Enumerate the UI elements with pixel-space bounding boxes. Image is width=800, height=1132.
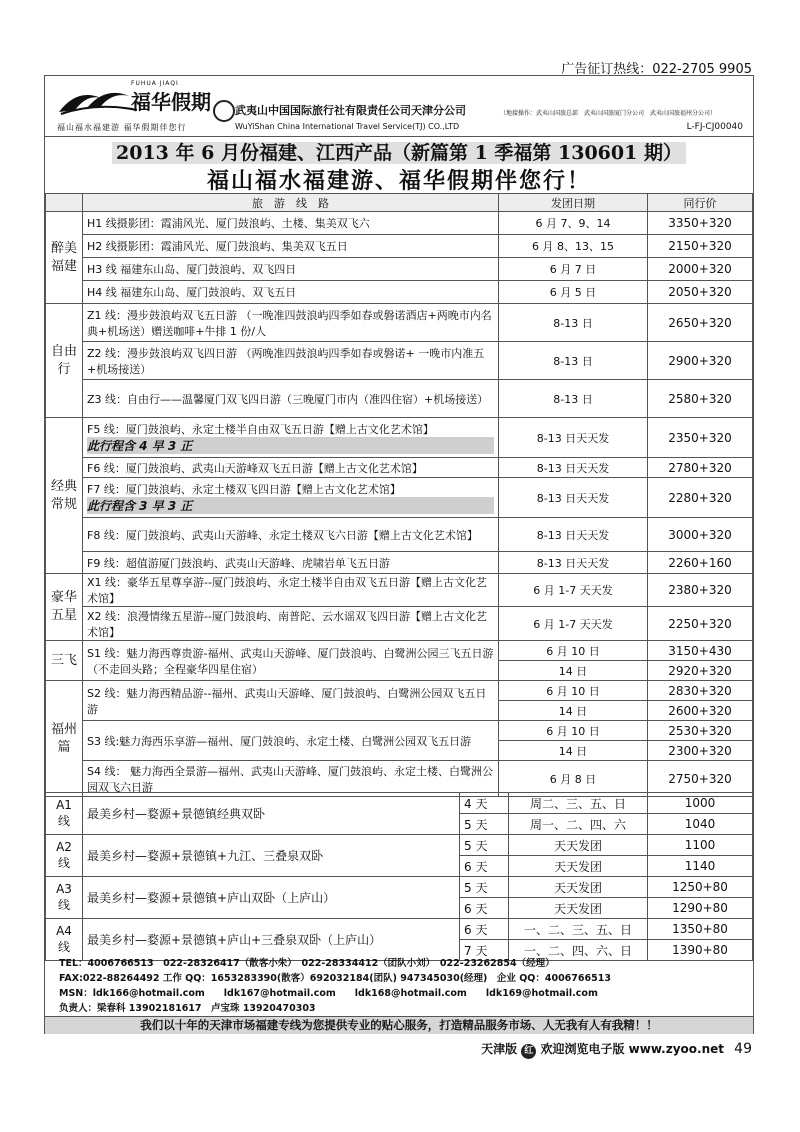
date-cell: 8-13 日天天发: [499, 478, 648, 518]
table-row: [46, 458, 753, 478]
company-emblem-icon: [213, 100, 235, 122]
table-row: [46, 478, 753, 518]
line-label: A1 线: [46, 793, 83, 835]
price-cell: 2650+320: [648, 304, 753, 342]
table-row: [46, 342, 753, 380]
route-cell: 最美乡村—婺源+景德镇+庐山+三叠泉双卧（上庐山）: [83, 919, 460, 961]
date-cell: 14 日: [499, 661, 648, 681]
route-cell: F9 线：超值游厦门鼓浪屿、武夷山天游峰、虎啸岩单飞五日游: [83, 552, 499, 574]
days-cell: 5 天: [460, 877, 509, 898]
edition-label: 天津版: [481, 1042, 518, 1056]
contact-msn: MSN：ldk166@hotmail.com ldk167@hotmail.com ldk168@hotmail.com ldk169@hotmail.com: [59, 988, 598, 999]
price-cell: 1250+80: [648, 877, 753, 898]
price-cell: 2380+320: [648, 574, 753, 607]
contact-tel: TEL：4006766513 022-28326417（散客小朱） 022-28334412（团队小刘） 022-23262854（经理）: [59, 958, 555, 969]
route-cell: S3 线:魅力海西乐享游—福州、厦门鼓浪屿、永定土楼、白鹭洲公园双飞五日游: [83, 721, 499, 761]
route-cell: 最美乡村—婺源+景德镇+庐山双卧（上庐山）: [83, 877, 460, 919]
partner-offices: （地接操作：武夷山国旅总部 武夷山国旅厦门分公司 武夷山国旅福州分公司）: [500, 110, 717, 117]
price-cell: 2580+320: [648, 380, 753, 418]
route-cell: H2 线摄影团：霞浦风光、厦门鼓浪屿、集美双飞五日: [83, 235, 499, 258]
route-cell: S1 线：魅力海西尊贵游-福州、武夷山天游峰、厦门鼓浪屿、白鹭洲公园三飞五日游（不走回头路；全程豪华四星住宿）: [83, 641, 499, 681]
price-cell: 2050+320: [648, 281, 753, 304]
route-cell: S4 线： 魅力海西全景游—福州、武夷山天游峰、厦门鼓浪屿、永定土楼、白鹭洲公园双飞六日游: [83, 761, 499, 797]
date-cell: 6 月 8 日: [499, 761, 648, 797]
category-label: 福州篇: [46, 681, 83, 797]
ad-hotline: 广告征订热线：022-2705 9905: [561, 62, 752, 77]
company-name-en: WuYiShan China International Travel Service(TJ) CO.,LTD: [235, 122, 460, 131]
schedule-cell: 天天发团: [509, 898, 648, 919]
logo-text: 福华假期: [131, 90, 211, 114]
date-cell: 6 月 10 日: [499, 681, 648, 701]
route-cell: 最美乡村—婺源+景德镇经典双卧: [83, 793, 460, 835]
route-cell: X1 线：豪华五星尊享游--厦门鼓浪屿、永定土楼半自由双飞五日游【赠上古文化艺术馆】: [83, 574, 499, 607]
category-label: 经典常规: [46, 418, 83, 574]
schedule-cell: 天天发团: [509, 856, 648, 877]
category-label: 豪华五星: [46, 574, 83, 641]
price-cell: 1040: [648, 814, 753, 835]
price-cell: 2830+320: [648, 681, 753, 701]
table-row: [46, 919, 753, 940]
price-cell: 1100: [648, 835, 753, 856]
schedule-cell: 一、二、三、五、日: [509, 919, 648, 940]
date-cell: 6 月 7 日: [499, 258, 648, 281]
price-cell: 2280+320: [648, 478, 753, 518]
route-cell: S2 线：魅力海西精品游--福州、武夷山天游峰、厦门鼓浪屿、白鹭洲公园双飞五日游: [83, 681, 499, 721]
route-cell: F6 线：厦门鼓浪屿、武夷山天游峰双飞五日游【赠上古文化艺术馆】: [83, 458, 499, 478]
date-cell: 8-13 日: [499, 342, 648, 380]
price-cell: 1000: [648, 793, 753, 814]
edition-badge-icon: 红: [521, 1044, 536, 1059]
date-cell: 8-13 日: [499, 304, 648, 342]
route-cell: X2 线：浪漫情缘五星游--厦门鼓浪屿、南普陀、云水谣双飞四日游【赠上古文化艺术馆】: [83, 607, 499, 641]
page-footer: [481, 1040, 752, 1059]
date-cell: 14 日: [499, 741, 648, 761]
date-cell: 8-13 日天天发: [499, 518, 648, 552]
table-row: [46, 304, 753, 342]
price-cell: 1290+80: [648, 898, 753, 919]
route-cell: F7 线：厦门鼓浪屿、永定土楼双飞四日游【赠上古文化艺术馆】 此行程含 3 早 3 正: [83, 478, 499, 518]
contact-info: [59, 956, 611, 1016]
route-cell: 最美乡村—婺源+景德镇+九江、三叠泉双卧: [83, 835, 460, 877]
days-cell: 6 天: [460, 898, 509, 919]
table-row: [46, 835, 753, 856]
price-cell: 2350+320: [648, 418, 753, 458]
page-subtitle: 福山福水福建游、福华假期伴您行！: [206, 169, 591, 194]
category-label: 醉美福建: [46, 212, 83, 304]
table-row: [46, 212, 753, 235]
header-date: 发团日期: [499, 194, 648, 212]
header-route: 旅 游 线 路: [83, 194, 499, 212]
schedule-cell: 一、二、四、六、日: [509, 940, 648, 961]
schedule-cell: 天天发团: [509, 835, 648, 856]
date-cell: 6 月 1-7 天天发: [499, 574, 648, 607]
schedule-cell: 周二、三、五、日: [509, 793, 648, 814]
table-header-row: [46, 194, 753, 212]
price-cell: 3000+320: [648, 518, 753, 552]
date-cell: 8-13 日天天发: [499, 418, 648, 458]
price-cell: 2530+320: [648, 721, 753, 741]
table-row: [46, 793, 753, 814]
date-cell: 8-13 日: [499, 380, 648, 418]
line-label: A2 线: [46, 835, 83, 877]
price-cell: 2750+320: [648, 761, 753, 797]
header-price: 同行价: [648, 194, 753, 212]
company-name: 武夷山中国国际旅行社有限责任公司天津分公司: [235, 104, 466, 117]
date-cell: 6 月 5 日: [499, 281, 648, 304]
price-cell: 2150+320: [648, 235, 753, 258]
price-cell: 2300+320: [648, 741, 753, 761]
table-row: [46, 281, 753, 304]
line-label: A3 线: [46, 877, 83, 919]
price-cell: 2900+320: [648, 342, 753, 380]
price-cell: 2260+160: [648, 552, 753, 574]
days-cell: 4 天: [460, 793, 509, 814]
price-cell: 1350+80: [648, 919, 753, 940]
service-banner: 我们以十年的天津市场福建专线为您提供专业的贴心服务，打造精品服务市场、人无我有人有我精！！: [45, 1016, 753, 1034]
jiangxi-table: [45, 792, 753, 961]
route-cell: H4 线 福建东山岛、厦门鼓浪屿、双飞五日: [83, 281, 499, 304]
route-cell: F8 线：厦门鼓浪屿、武夷山天游峰、永定土楼双飞六日游【赠上古文化艺术馆】: [83, 518, 499, 552]
route-cell: Z1 线：漫步鼓浪屿双飞五日游 （一晚准四鼓浪屿四季如春或磐诺酒店+两晚市内名典+机场送）赠送咖啡+牛排 1 份/人: [83, 304, 499, 342]
logo-pinyin: FUHUA JIAQI: [131, 80, 179, 87]
days-cell: 5 天: [460, 814, 509, 835]
table-row: [46, 258, 753, 281]
date-cell: 8-13 日天天发: [499, 458, 648, 478]
table-row: [46, 721, 753, 741]
price-cell: 3150+430: [648, 641, 753, 661]
itinerary-note: 此行程含 3 早 3 正: [87, 497, 494, 514]
price-cell: 1140: [648, 856, 753, 877]
category-label: 三飞: [46, 641, 83, 681]
table-row: [46, 607, 753, 641]
brochure-frame: [44, 75, 754, 1034]
price-cell: 3350+320: [648, 212, 753, 235]
license-code: L-FJ-CJ00040: [686, 122, 743, 132]
route-table: [45, 193, 753, 797]
price-cell: 2600+320: [648, 701, 753, 721]
days-cell: 5 天: [460, 835, 509, 856]
table-row: [46, 552, 753, 574]
brochure-header: [45, 76, 753, 137]
date-cell: 6 月 10 日: [499, 641, 648, 661]
table-row: [46, 235, 753, 258]
table-row: [46, 574, 753, 607]
days-cell: 6 天: [460, 919, 509, 940]
date-cell: 6 月 8、13、15: [499, 235, 648, 258]
route-cell: Z2 线：漫步鼓浪屿双飞四日游 （两晚准四鼓浪屿四季如春或磐诺+ 一晚市内准五+机场接送）: [83, 342, 499, 380]
table-row: [46, 877, 753, 898]
page-title: 2013 年 6 月份福建、江西产品（新篇第 1 季福第 130601 期）: [45, 138, 753, 165]
table-row: [46, 681, 753, 701]
table-row: [46, 380, 753, 418]
price-cell: 2780+320: [648, 458, 753, 478]
route-cell: Z3 线：自由行——温馨厦门双飞四日游（三晚厦门市内（准四住宿）+机场接送）: [83, 380, 499, 418]
contact-fax: FAX:022-88264492 工作 QQ：1653283390(散客）692032184(团队) 947345030(经理) 企业 QQ：4006766513: [59, 973, 611, 984]
route-cell: H1 线摄影团：霞浦风光、厦门鼓浪屿、土楼、集美双飞六: [83, 212, 499, 235]
category-label: 自由行: [46, 304, 83, 418]
table-row: [46, 418, 753, 458]
price-cell: 2920+320: [648, 661, 753, 681]
date-cell: 6 月 7、9、14: [499, 212, 648, 235]
route-cell: F5 线：厦门鼓浪屿、永定土楼半自由双飞五日游【赠上古文化艺术馆】 此行程含 4 早 3 正: [83, 418, 499, 458]
table-row: [46, 641, 753, 661]
days-cell: 6 天: [460, 856, 509, 877]
footer-text: 欢迎浏览电子版 www.zyoo.net: [540, 1042, 724, 1056]
date-cell: 8-13 日天天发: [499, 552, 648, 574]
date-cell: 14 日: [499, 701, 648, 721]
contact-person: 负责人：梁春科 13902181617 卢宝珠 13920470303: [59, 1003, 316, 1014]
date-cell: 6 月 10 日: [499, 721, 648, 741]
price-cell: 2250+320: [648, 607, 753, 641]
schedule-cell: 天天发团: [509, 877, 648, 898]
days-cell: 7 天: [460, 940, 509, 961]
price-cell: 1390+80: [648, 940, 753, 961]
itinerary-note: 此行程含 4 早 3 正: [87, 437, 494, 454]
price-cell: 2000+320: [648, 258, 753, 281]
table-row: [46, 518, 753, 552]
date-cell: 6 月 1-7 天天发: [499, 607, 648, 641]
line-label: A4 线: [46, 919, 83, 961]
page-number: 49: [734, 1041, 752, 1057]
route-cell: H3 线 福建东山岛、厦门鼓浪屿、双飞四日: [83, 258, 499, 281]
schedule-cell: 周一、二、四、六: [509, 814, 648, 835]
header-slogan: 福山福水福建游 福华假期伴您行: [57, 123, 187, 132]
